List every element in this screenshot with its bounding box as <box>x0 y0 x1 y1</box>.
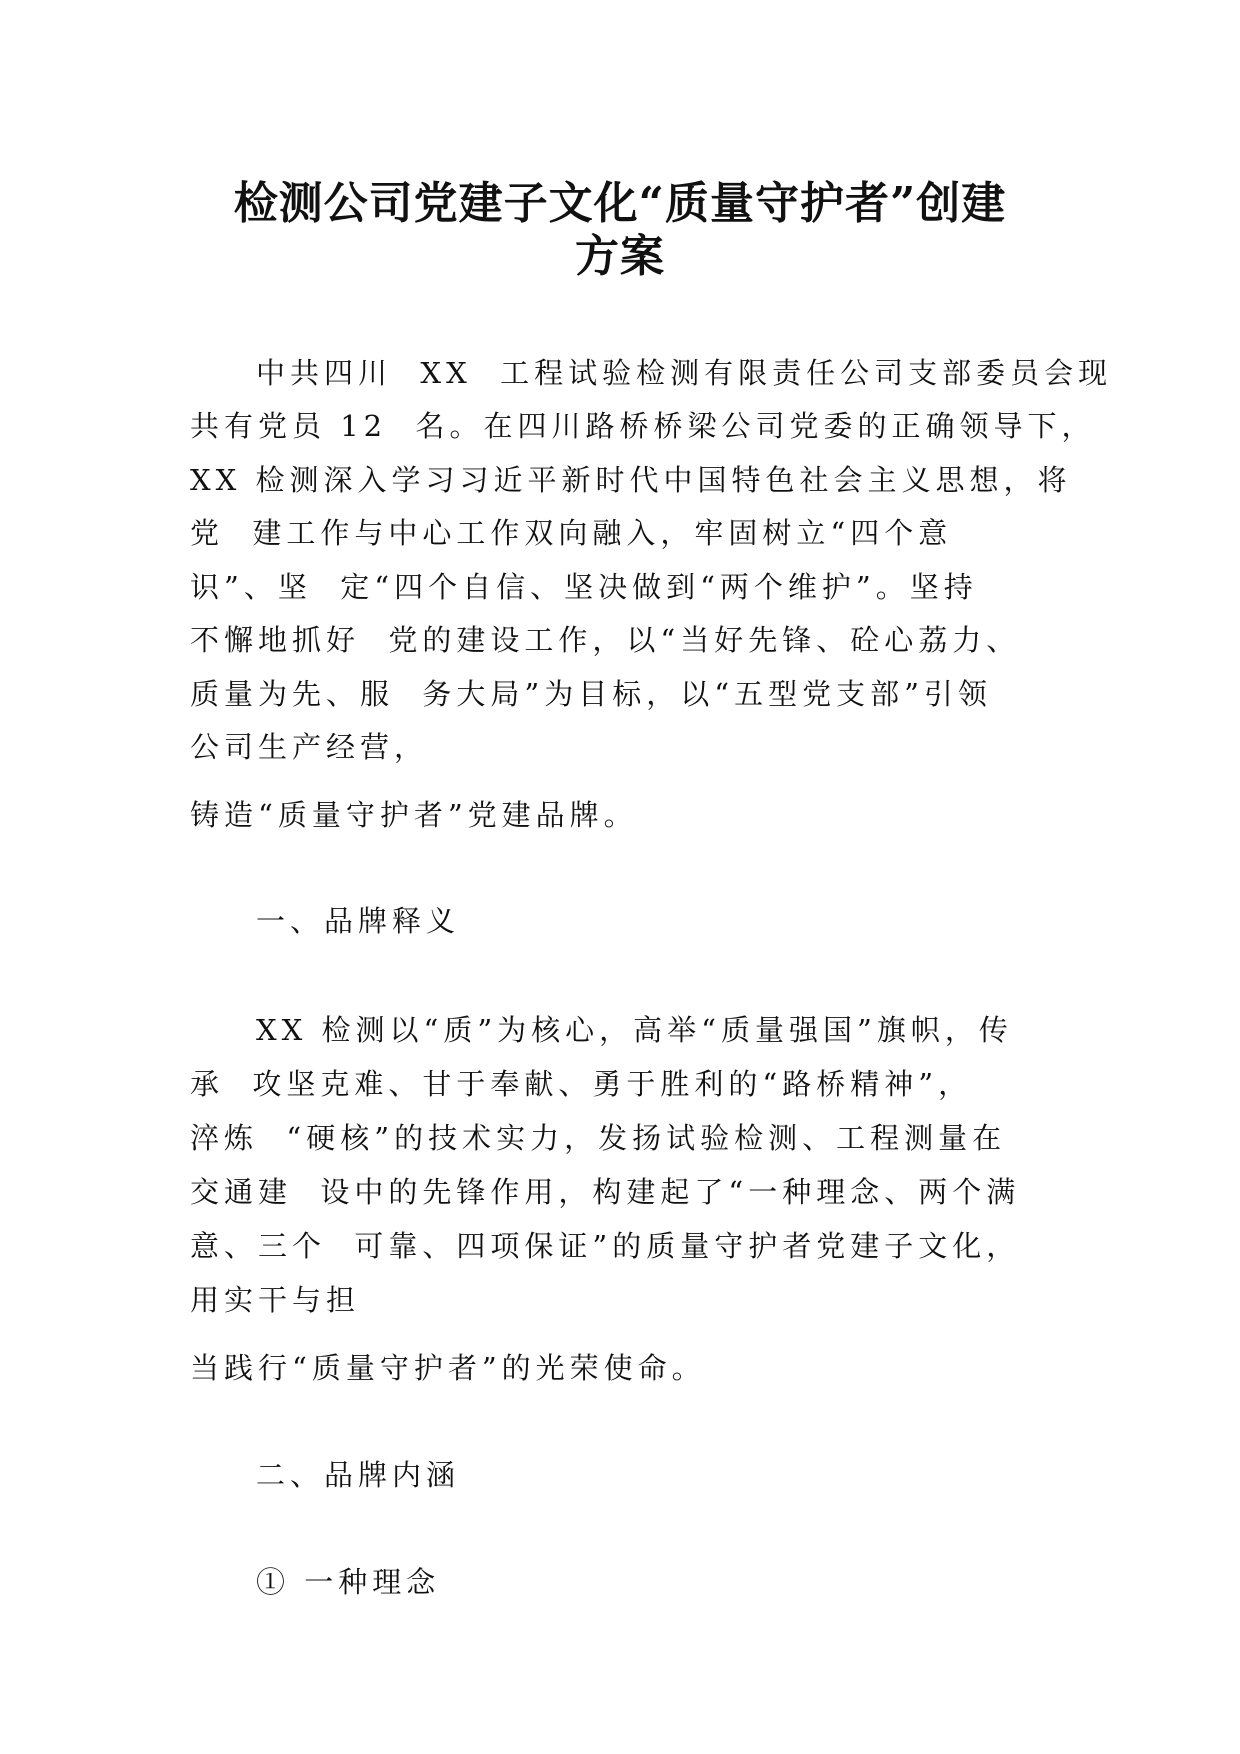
section-heading-brand-connotation: 二、品牌内涵 <box>256 1458 461 1492</box>
section1-line: 交通建 设中的先锋作用，构建起了“一种理念、两个满 <box>190 1175 1021 1209</box>
section1-line: 承 攻坚克难、甘于奉献、勇于胜利的“路桥精神”， <box>190 1067 973 1101</box>
intro-line: 共有党员 12 名。在四川路桥桥梁公司党委的正确领导下， <box>190 409 1096 443</box>
section1-line: 用实干与担 <box>190 1283 361 1317</box>
intro-line: 识”、坚 定“四个自信、坚决做到“两个维护”。坚持 <box>190 570 978 604</box>
intro-closing: 铸造“质量守护者”党建品牌。 <box>190 798 638 832</box>
document-title-line-2: 方案 <box>575 231 665 282</box>
section1-line: XX 检测以“质”为核心，高举“质量强国”旗帜，传 <box>256 1013 1013 1047</box>
intro-line: 质量为先、服 务大局”为目标，以“五型党支部”引领 <box>190 677 992 711</box>
section1-line: 淬炼 “硬核”的技术实力，发扬试验检测、工程测量在 <box>190 1121 1007 1155</box>
intro-line: XX 检测深入学习习近平新时代中国特色社会主义思想，将 <box>190 463 1072 497</box>
intro-line: 党 建工作与中心工作双向融入，牢固树立“四个意 <box>190 516 953 550</box>
section1-closing: 当践行“质量守护者”的光荣使命。 <box>190 1351 706 1385</box>
intro-line: 中共四川 XX 工程试验检测有限责任公司支部委员会现 <box>256 356 1113 390</box>
section-heading-brand-meaning: 一、品牌释义 <box>256 904 461 938</box>
intro-line: 公司生产经营， <box>190 730 429 764</box>
list-item-one-concept: ① 一种理念 <box>256 1565 441 1599</box>
document-title-line-1: 检测公司党建子文化“质量守护者”创建 <box>233 178 1007 229</box>
intro-line: 不懈地抓好 党的建设工作，以“当好先锋、砼心荔力、 <box>190 623 1021 657</box>
section1-line: 意、三个 可靠、四项保证”的质量守护者党建子文化， <box>190 1229 1021 1263</box>
